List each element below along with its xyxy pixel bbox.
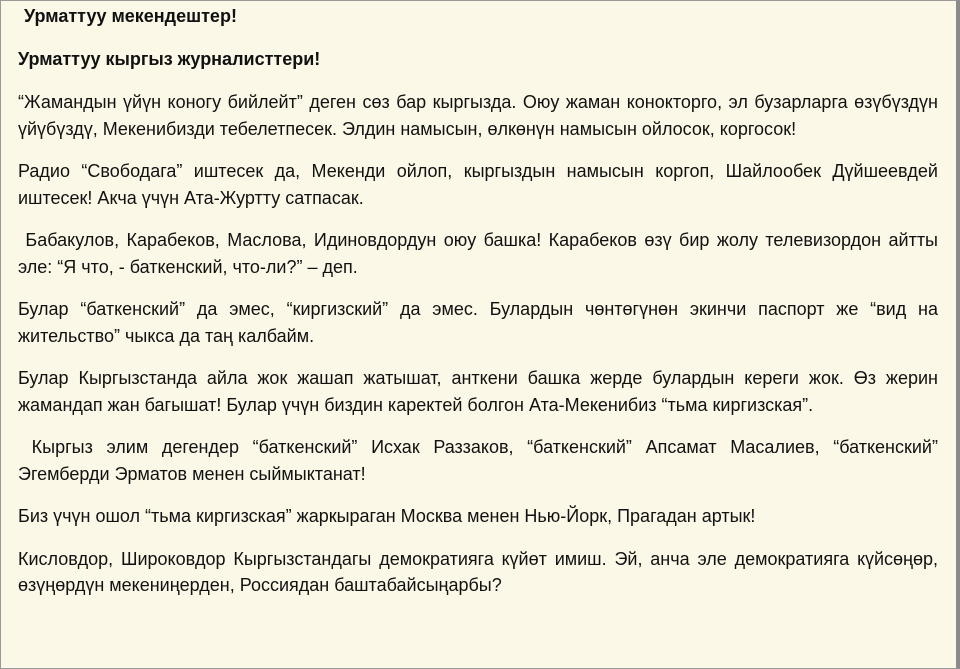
paragraph-7: Биз үчүн ошол “тьма киргизская” жаркыраган Москва менен Нью-Йорк, Прагадан артык! (18, 506, 756, 526)
paragraph-3: Бабакулов, Карабеков, Маслова, Идиновдордун оюу башка! Карабеков өзү бир жолу телевизордон айтты эле: “Я что, - баткенский, что-ли?” – деп. (18, 230, 944, 277)
paragraph-4: Булар “баткенский” да эмес, “киргизский” да эмес. Булардын чөнтөгүнөн экинчи паспорт же “вид на жительство” чыкса да таң калбайм. (18, 299, 944, 346)
paragraph-6: Кыргыз элим дегендер “баткенский” Исхак Раззаков, “баткенский” Апсамат Масалиев, “баткенский” Эгемберди Эрматов менен сыймыктанат! (18, 437, 943, 484)
greeting-journalists: Урматтуу кыргыз журналисттери! (18, 49, 321, 69)
paragraph-1: “Жамандын үйүн коногу бийлейт” деген сөз бар кыргызда. Оюу жаман конокторго, эл бузарларга өзүбүздүн үйүбүздү, Мекенибизди тебелетпесек. Элдин намысын, өлкөнүн намысын ойлосок, коргосок! (18, 92, 944, 139)
paragraph-8: Кисловдор, Широковдор Кыргызстандагы демократияга күйөт имиш. Эй, анча эле демократияга күйсөңөр, өзүңөрдүн мекениңерден, Россиядан баштабайсыңарбы? (18, 548, 944, 595)
paragraph-5: Булар Кыргызстанда айла жок жашап жатышат, анткени башка жерде булардын кереги жок. Өз жерин жамандап жан багышат! Булар үчүн биздин каректей болгон Ата-Мекенибиз “тьма киргизская”. (18, 368, 944, 415)
paragraph-2: Радио “Свободага” иштесек да, Мекенди ойлоп, кыргыздын намысын коргоп, Шайлообек Дүйшеевдей иштесек! Акча үчүн Ата-Журтту сатпасак. (18, 161, 944, 208)
article-body (18, 89, 944, 615)
greeting-compatriots: Урматтуу мекендештер! (24, 6, 237, 26)
